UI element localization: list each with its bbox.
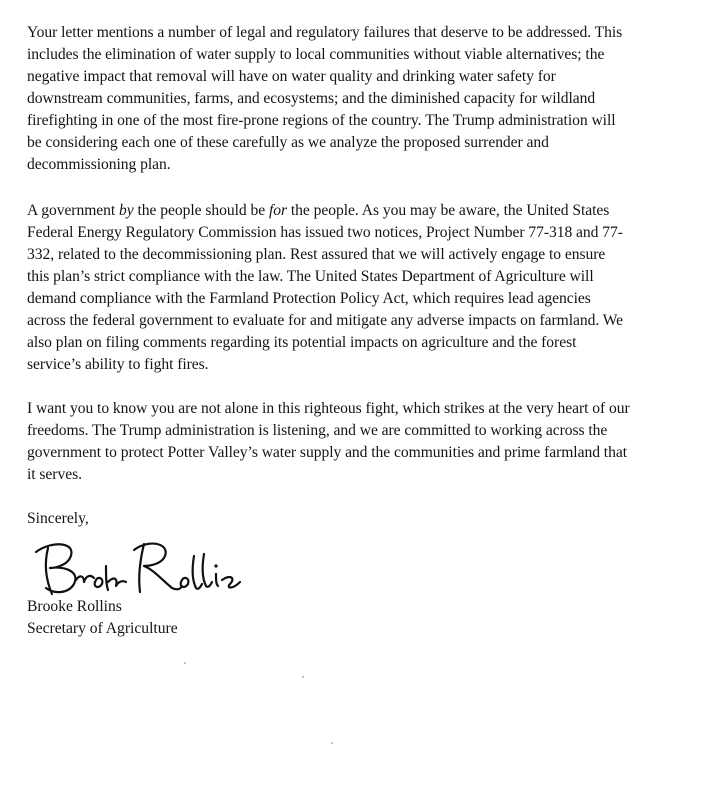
paragraph-2-line: 332, related to the decommissioning plan. Rest assured that we will actively engage to ensure	[27, 246, 606, 263]
text-segment: A government	[27, 202, 120, 219]
paragraph-2-line: also plan on filing comments regarding its potential impacts on agriculture and the forest	[27, 334, 577, 351]
paragraph-1-line: firefighting in one of the most fire-prone regions of the country. The Trump administration will	[27, 112, 616, 129]
paragraph-3-line: government to protect Potter Valley’s water supply and the communities and prime farmland that	[27, 444, 627, 461]
paragraph-3	[27, 398, 703, 486]
scan-speck	[302, 676, 304, 678]
signatory-name: Brooke Rollins	[27, 598, 122, 615]
paragraph-2-line: Federal Energy Regulatory Commission has issued two notices, Project Number 77-318 and 77-	[27, 224, 623, 241]
paragraph-1	[27, 22, 703, 176]
paragraph-2-line: this plan’s strict compliance with the law. The United States Department of Agriculture will	[27, 268, 594, 285]
text-segment: the people. As you may be aware, the United States	[287, 202, 610, 219]
paragraph-3-line: I want you to know you are not alone in this righteous fight, which strikes at the very heart of our	[27, 400, 630, 417]
paragraph-1-line: decommissioning plan.	[27, 156, 171, 173]
emphasis-by: by	[119, 202, 134, 219]
paragraph-2-line: across the federal government to evaluate for and mitigate any adverse impacts on farmland. We	[27, 312, 624, 329]
closing-salutation: Sincerely,	[27, 510, 89, 527]
scan-speck	[331, 742, 333, 744]
paragraph-1-line: Your letter mentions a number of legal and regulatory failures that deserve to be addressed. This	[27, 24, 623, 41]
paragraph-1-line: downstream communities, farms, and ecosystems; and the diminished capacity for wildland	[27, 90, 596, 107]
text-segment: the people should be	[133, 202, 269, 219]
paragraph-1-line: negative impact that removal will have on water quality and drinking water safety for	[27, 68, 556, 85]
signatory-title: Secretary of Agriculture	[27, 620, 178, 637]
scan-speck	[184, 662, 186, 664]
paragraph-3-line: freedoms. The Trump administration is listening, and we are committed to working across the	[27, 422, 608, 439]
paragraph-2-first-line	[27, 200, 703, 222]
paragraph-2-line: service’s ability to fight fires.	[27, 356, 209, 373]
paragraph-3-line: it serves.	[27, 466, 82, 483]
paragraph-2-line: demand compliance with the Farmland Protection Policy Act, which requires lead agencies	[27, 290, 591, 307]
emphasis-for: for	[268, 202, 288, 219]
paragraph-1-line: be considering each one of these carefully as we analyze the proposed surrender and	[27, 134, 549, 151]
paragraph-2	[27, 200, 703, 376]
paragraph-1-line: includes the elimination of water supply to local communities without viable alternatives; the	[27, 46, 605, 63]
